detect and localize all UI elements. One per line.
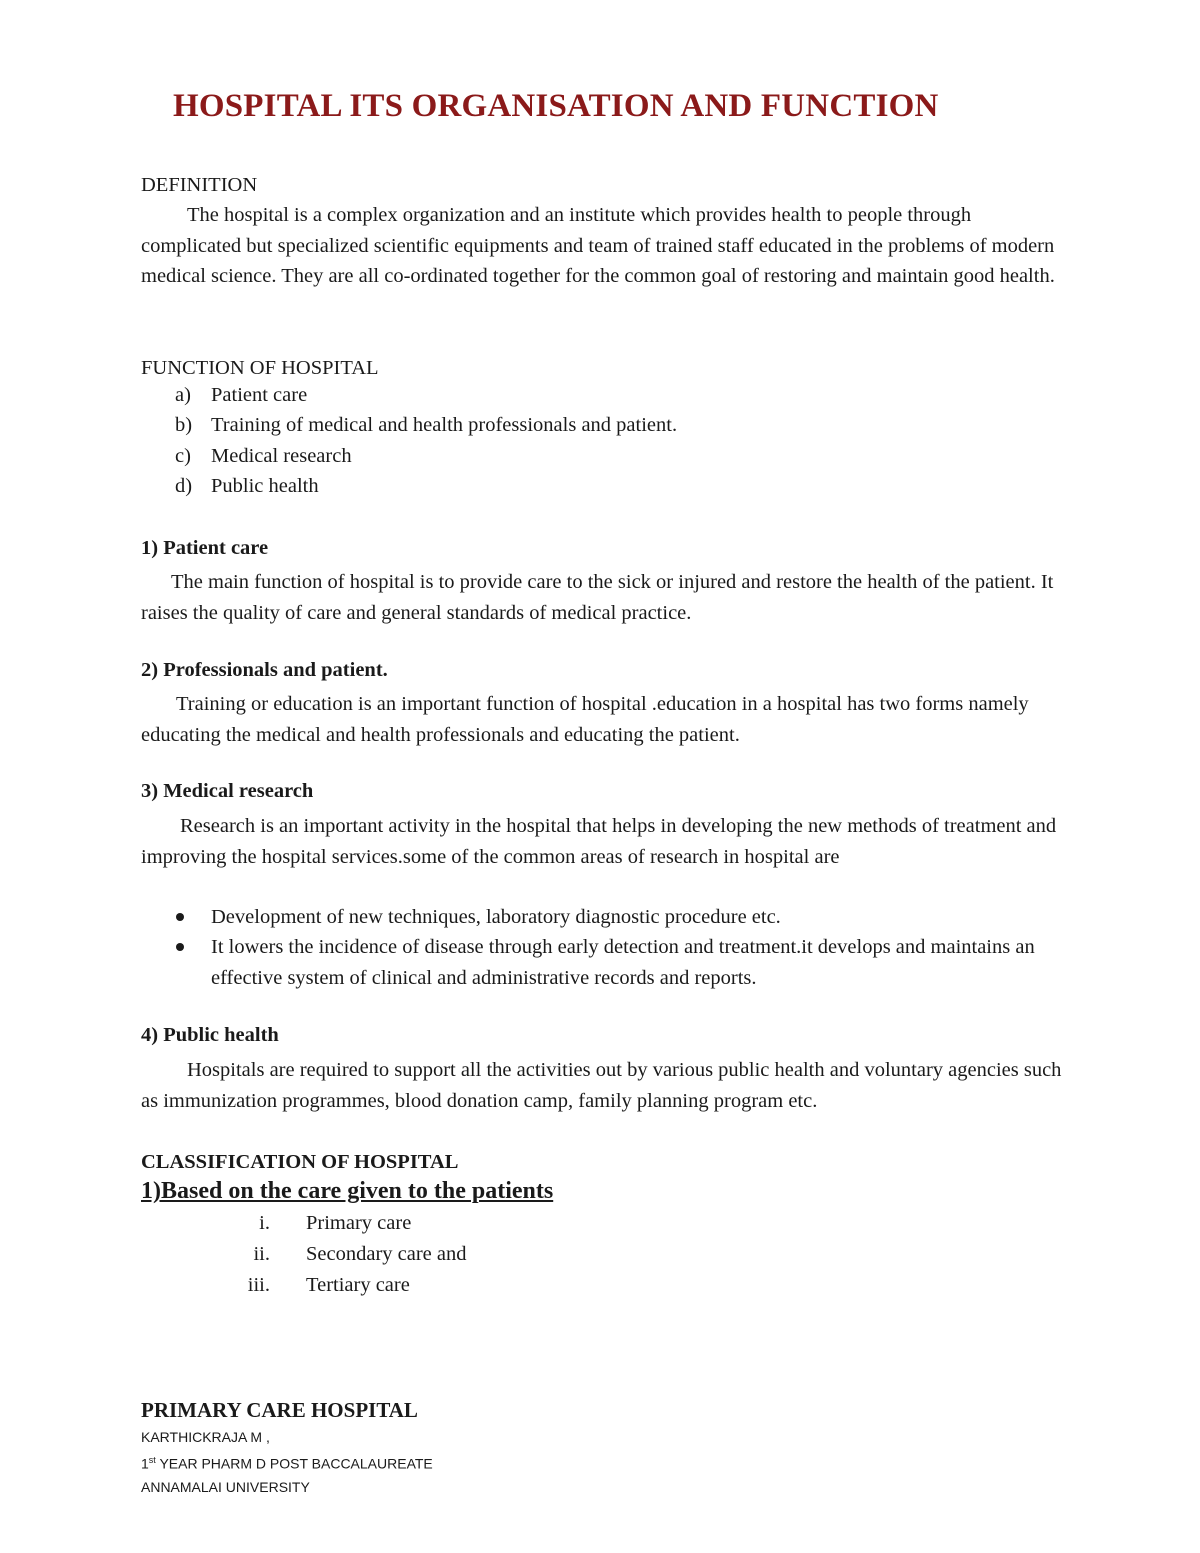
- list-item: Training of medical and health professionals and patient.: [211, 414, 678, 436]
- list-marker: iii.: [247, 1274, 270, 1296]
- list-item: It lowers the incidence of disease through early detection and treatment.it develops and maintains an effective system of clinical and administrative records and reports.: [211, 936, 1035, 989]
- primary-care-heading: PRIMARY CARE HOSPITAL: [141, 1398, 418, 1422]
- list-marker: i.: [259, 1212, 270, 1234]
- footer-year: [141, 1449, 433, 1476]
- list-item: Public health: [211, 475, 319, 497]
- section-text-professionals: Training or education is an important function of hospital .education in a hospital has two forms namely educating the medical and health professionals and educating the patient.: [141, 693, 1029, 746]
- section-heading-public-health: 4) Public health: [141, 1024, 279, 1046]
- definition-text: The hospital is a complex organization and an institute which provides health to people through complicated but specialized scientific equipments and team of trained staff educated in the problems of modern medical science. They are all co-ordinated together for the common goal of restoring and maintain good health.: [141, 204, 1055, 287]
- section-text-research: Research is an important activity in the hospital that helps in developing the new methods of treatment and improving the hospital services.some of the common areas of research in hospital are: [141, 815, 1057, 868]
- classification-heading: [141, 1147, 458, 1178]
- bullet-icon: [176, 943, 184, 951]
- definition-heading: DEFINITION: [141, 174, 258, 196]
- list-marker: a): [175, 384, 191, 406]
- document-title: HOSPITAL ITS ORGANISATION AND FUNCTION: [173, 88, 939, 124]
- list-item: Secondary care and: [306, 1243, 467, 1265]
- section-text-public-health: Hospitals are required to support all the activities out by various public health and voluntary agencies such as immunization programmes, blood donation camp, family planning program etc.: [141, 1059, 1062, 1112]
- list-item: Medical research: [211, 445, 352, 467]
- section-heading-research: 3) Medical research: [141, 780, 314, 802]
- footer-year-num: 1: [141, 1455, 149, 1472]
- list-item: Patient care: [211, 384, 308, 406]
- section-heading-professionals: 2) Professionals and patient.: [141, 659, 388, 681]
- list-marker: c): [175, 445, 191, 467]
- bullet-icon: [176, 913, 184, 921]
- list-item: Development of new techniques, laboratory diagnostic procedure etc.: [211, 906, 781, 928]
- list-item: Tertiary care: [306, 1274, 410, 1296]
- footer-university: ANNAMALAI UNIVERSITY: [141, 1478, 310, 1495]
- footer-year-rest: YEAR PHARM D POST BACCALAUREATE: [155, 1455, 433, 1472]
- functions-heading: FUNCTION OF HOSPITAL: [141, 357, 379, 379]
- classification-subheading: 1)Based on the care given to the patients: [141, 1178, 554, 1204]
- list-marker: ii.: [253, 1243, 270, 1265]
- list-marker: d): [175, 475, 193, 497]
- footer-year-sup: st: [148, 1455, 156, 1465]
- section-heading-patient-care: 1) Patient care: [141, 537, 269, 559]
- footer: [141, 1426, 433, 1499]
- section-text-patient-care: The main function of hospital is to provide care to the sick or injured and restore the health of the patient. It raises the quality of care and general standards of medical practice.: [141, 571, 1054, 624]
- classification-heading-text: CLASSIFICATION OF HOSPITAL: [141, 1151, 459, 1173]
- list-marker: b): [175, 414, 193, 436]
- list-item: Primary care: [306, 1212, 412, 1234]
- footer-author: KARTHICKRAJA M ,: [141, 1429, 270, 1445]
